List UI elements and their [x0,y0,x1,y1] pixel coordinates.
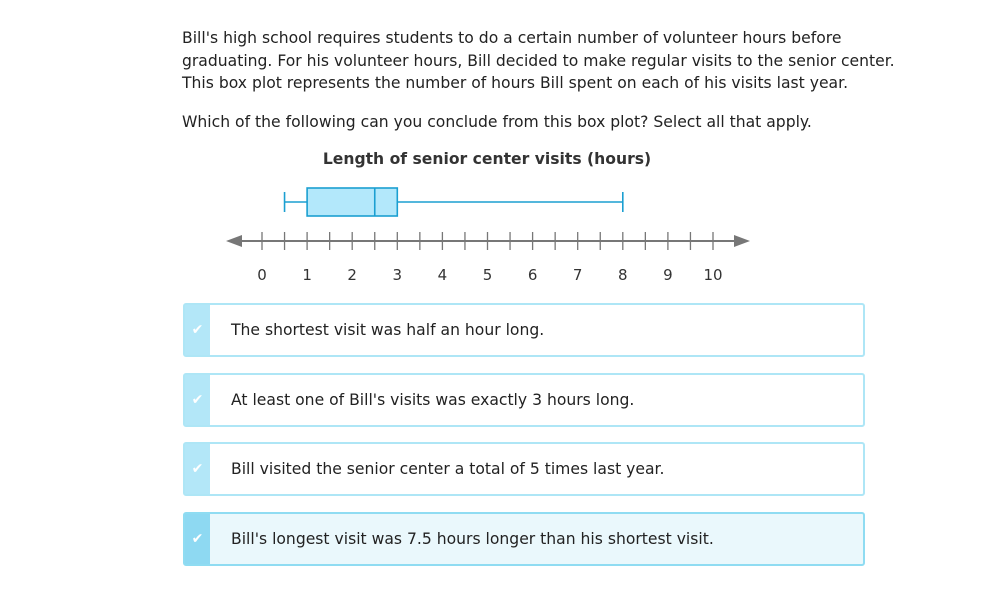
tick-label: 3 [392,266,403,284]
tick-label: 5 [482,266,493,284]
tick-label: 0 [257,266,267,284]
choice-label: At least one of Bill's visits was exactly 3 hours long. [231,391,635,409]
arrow-left-icon [226,235,242,247]
prompt-line: This box plot represents the number of hours Bill spent on each of his visits last year. [182,74,849,92]
arrow-right-icon [734,235,750,247]
choice-label: Bill visited the senior center a total of 5 times last year. [231,460,665,478]
choice-label: Bill's longest visit was 7.5 hours longer than his shortest visit. [231,530,714,548]
choice-label: The shortest visit was half an hour long. [231,321,545,339]
tick-label: 8 [618,266,628,284]
box-plot-chart [210,175,770,295]
checkmark-icon: ✔ [191,322,204,338]
prompt-line: Bill's high school requires students to do a certain number of volunteer hours before [182,29,842,47]
chart-title: Length of senior center visits (hours) [322,150,652,168]
tick-label: 2 [347,266,357,284]
tick-label: 4 [437,266,448,284]
tick-label: 9 [663,266,673,284]
box-plot [285,188,623,216]
tick-label: 10 [703,266,723,284]
number-line [226,232,750,284]
choice-tab [185,514,210,564]
tick-label: 6 [527,266,538,284]
answer-choice-4[interactable] [183,512,865,566]
checkmark-icon: ✔ [191,531,204,547]
choice-tab [185,444,210,494]
choice-tab [185,305,210,355]
answer-choice-1[interactable] [183,303,865,357]
tick-label: 7 [572,266,583,284]
prompt-line: graduating. For his volunteer hours, Bill decided to make regular visits to the senior center. [182,51,895,70]
prompt-text [182,27,942,95]
checkmark-icon: ✔ [191,461,204,477]
answer-choice-2[interactable] [183,373,865,427]
answer-choice-3[interactable] [183,442,865,496]
choice-tab [185,375,210,425]
interquartile-box [307,188,397,216]
tick-label: 1 [302,266,312,284]
question-text: Which of the following can you conclude from this box plot? Select all that apply. [182,113,812,131]
checkmark-icon: ✔ [191,392,204,408]
